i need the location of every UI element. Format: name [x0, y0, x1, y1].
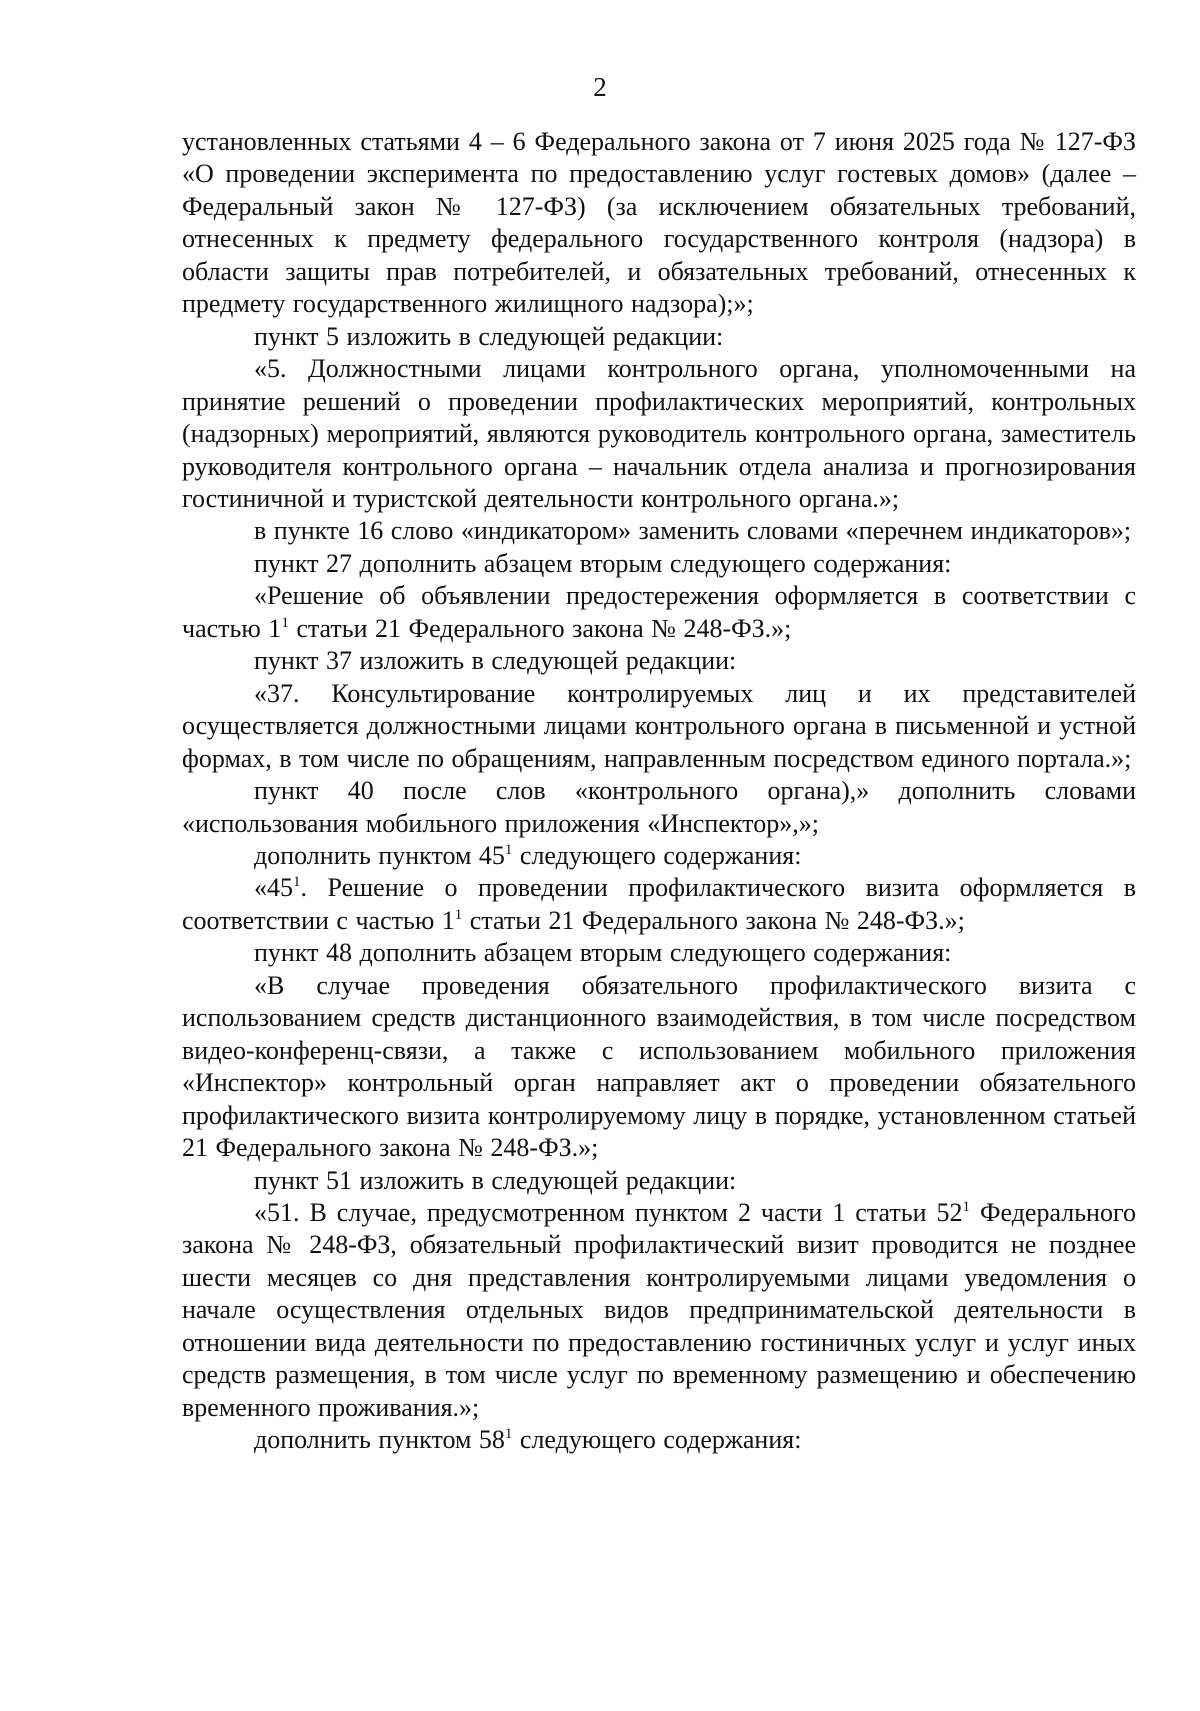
- paragraph: [182, 126, 1136, 321]
- text-segment: пункт 37 изложить в следующей редакции:: [254, 646, 737, 676]
- text-segment: следующего содержания:: [512, 1425, 802, 1455]
- text-segment: пункт 51 изложить в следующей редакции:: [254, 1165, 737, 1195]
- text-segment: статьи 21 Федерального закона № 248-ФЗ.»;: [462, 905, 965, 935]
- superscript: 1: [281, 614, 289, 631]
- document-body: [182, 126, 1136, 1457]
- text-segment: пункт 5 изложить в следующей редакции:: [254, 321, 724, 351]
- text-segment: пункт 27 дополнить абзацем вторым следующего содержания:: [254, 548, 952, 578]
- text-segment: в пункте 16 слово «индикатором» заменить словами «перечнем индикаторов»;: [254, 516, 1132, 546]
- superscript: 1: [962, 1198, 970, 1215]
- paragraph: [182, 548, 1136, 580]
- paragraph: [182, 937, 1136, 969]
- superscript: 1: [504, 1426, 513, 1443]
- text-segment: пункт 48 дополнить абзацем вторым следующего содержания:: [254, 938, 952, 968]
- text-segment: «45: [254, 873, 293, 903]
- superscript: 1: [293, 874, 301, 891]
- paragraph: [182, 775, 1136, 840]
- paragraph: [182, 1197, 1136, 1424]
- paragraph: [182, 678, 1136, 775]
- paragraph: [182, 970, 1136, 1165]
- paragraph: [182, 1424, 1136, 1456]
- text-segment: дополнить пунктом 58: [254, 1425, 505, 1455]
- page-number: 2: [593, 72, 607, 102]
- paragraph: [182, 645, 1136, 677]
- text-segment: следующего содержания:: [512, 840, 802, 870]
- text-segment: установленных статьями 4 – 6 Федерального закона от 7 июня 2025 года № 127-ФЗ «О проведении эксперимента по предоставлению услуг гостевых домов» (далее – Федеральный закон № 127-ФЗ) (за исключением обязательных требований, отнесенных к предмету федерального государственного контроля (надзора) в области защиты прав потребителей, и обязательных требований, отнесенных к предмету государственного жилищного надзора);»;: [182, 127, 1136, 319]
- paragraph: [182, 353, 1136, 515]
- text-segment: Федерального закона № 248-ФЗ, обязательный профилактический визит проводится не позднее шести месяцев со дня представления контролируемыми лицами уведомления о начале осуществления отдельных видов предпринимательской деятельности в отношении вида деятельности по предоставлению гостиничных услуг и услуг иных средств размещения, в том числе услуг по временному размещению и обеспечению временного проживания.»;: [182, 1197, 1136, 1422]
- text-segment: пункт 40 после слов «контрольного органа),» дополнить словами «использования мобильного приложения «Инспектор»,»;: [182, 776, 1136, 838]
- text-segment: «Решение об объявлении предостережения оформляется в соответствии с частью 1: [182, 581, 1136, 643]
- paragraph: [182, 321, 1136, 353]
- paragraph: [182, 872, 1136, 937]
- text-segment: «37. Консультирование контролируемых лиц и их представителей осуществляется должностными лицами контрольного органа в письменной и устной формах, в том числе по обращениям, направленным посредством единого портала.»;: [182, 678, 1136, 773]
- text-segment: «В случае проведения обязательного профилактического визита с использованием средств дистанционного взаимодействия, в том числе посредством видео-конференц-связи, а также с использованием мобильного приложения «Инспектор» контрольный орган направляет акт о проведении обязательного профилактического визита контролируемому лицу в порядке, установленном статьей 21 Федерального закона № 248-ФЗ.»;: [182, 970, 1136, 1163]
- paragraph: [182, 840, 1136, 872]
- text-segment: «51. В случае, предусмотренном пунктом 2 части 1 статьи 52: [254, 1197, 963, 1227]
- text-segment: дополнить пунктом 45: [254, 840, 505, 870]
- paragraph: [182, 580, 1136, 645]
- paragraph: [182, 1165, 1136, 1197]
- superscript: 1: [504, 841, 513, 858]
- paragraph: [182, 515, 1136, 547]
- text-segment: статьи 21 Федерального закона № 248-ФЗ.»;: [288, 613, 792, 643]
- superscript: 1: [454, 906, 463, 923]
- text-segment: . Решение о проведении профилактического визита оформляется в соответствии с частью 1: [182, 873, 1136, 935]
- text-segment: «5. Должностными лицами контрольного органа, уполномоченными на принятие решений о проведении профилактических мероприятий, контрольных (надзорных) мероприятий, являются руководитель контрольного органа, заместитель руководителя контрольного органа – начальник отдела анализа и прогнозирования гостиничной и туристской деятельности контрольного органа.»;: [182, 354, 1136, 513]
